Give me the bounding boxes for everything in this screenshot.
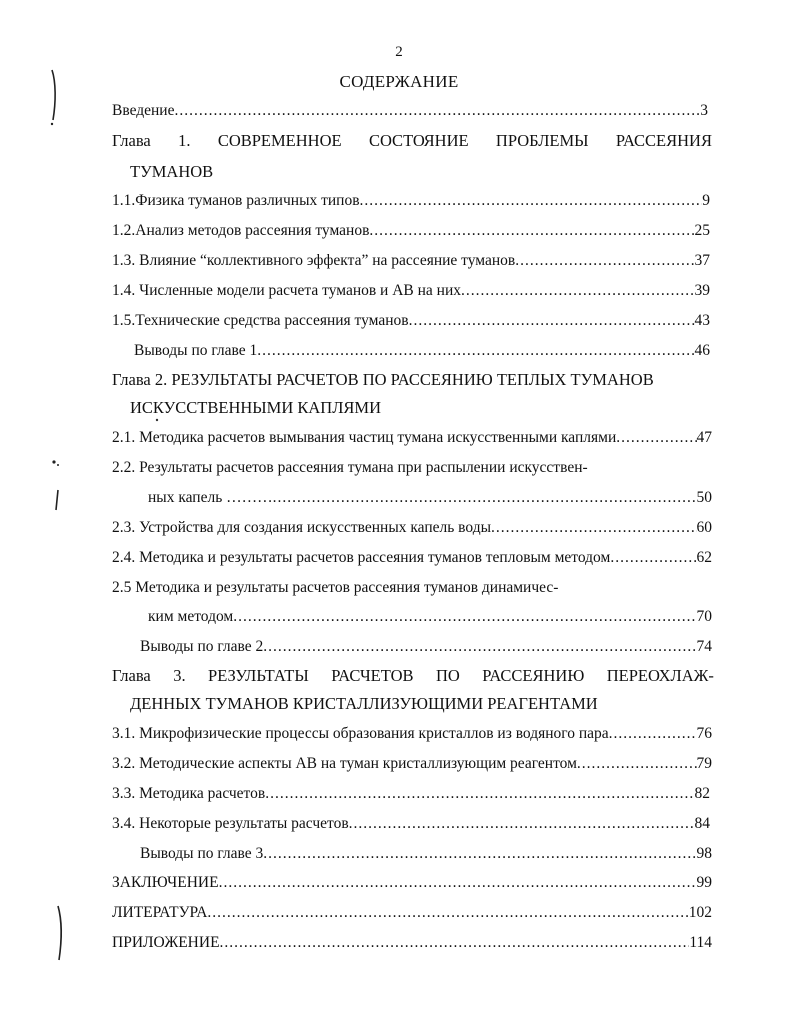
toc-entry-intro [112, 101, 708, 121]
toc-entry-3-3: 3.3. Методика расчетов ..... 82 [112, 784, 710, 804]
chapter-1-heading-cont: ТУМАНОВ [130, 162, 214, 181]
toc-entry-1-1: 1.1.Физика туманов различных типов ..... 9 [112, 191, 710, 211]
leader-dots [174, 101, 700, 121]
page-title: СОДЕРЖАНИЕ [339, 72, 459, 91]
toc-entry-2-1: 2.1. Методика расчетов вымывания частиц тумана искусственными каплями ..... 47 [112, 428, 712, 448]
toc-entry-2-2-cont: ных капель ……… ..... 50 [148, 488, 712, 508]
margin-bracket-mark-bottom [52, 904, 70, 964]
toc-entry-conclusions-3: Выводы по главе 3 ..... 98 [140, 844, 712, 864]
toc-entry-conclusions-1: Выводы по главе 1 ..... 46 [134, 341, 710, 361]
toc-entry-2-5: 2.5 Методика и результаты расчетов рассеяния туманов динамичес- [112, 579, 559, 596]
toc-entry-2-5-cont: ким методом ..... 70 [148, 607, 712, 627]
toc-entry-1-3: 1.3. Влияние “коллективного эффекта” на рассеяние туманов ..... 37 [112, 251, 710, 271]
toc-entry-literature: ЛИТЕРАТУРА ..... 102 [112, 903, 712, 923]
page-number: 2 [395, 44, 403, 60]
toc-entry-text: Введение [112, 102, 175, 119]
toc-entry-page: 3 [700, 102, 708, 119]
toc-entry-3-1: 3.1. Микрофизические процессы образования кристаллов из водяного пара ..... 76 [112, 724, 712, 744]
toc-entry-conclusions-2: Выводы по главе 2 ..... 74 [140, 637, 712, 657]
chapter-3-heading-cont: ДЕННЫХ ТУМАНОВ КРИСТАЛЛИЗУЮЩИМИ РЕАГЕНТАМИ [130, 694, 598, 713]
scan-dot-mark [154, 417, 160, 423]
toc-entry-1-2: 1.2.Анализ методов рассеяния туманов ..... 25 [112, 221, 710, 241]
chapter-1-heading: Глава 1. СОВРЕМЕННОЕ СОСТОЯНИЕ ПРОБЛЕМЫ РАССЕЯНИЯ [112, 131, 712, 150]
margin-tick-mark [52, 488, 64, 514]
margin-dot-mark [48, 456, 62, 470]
toc-entry-2-3: 2.3. Устройства для создания искусственных капель воды ..... 60 [112, 518, 712, 538]
chapter-3-heading: Глава 3. РЕЗУЛЬТАТЫ РАСЧЕТОВ ПО РАССЕЯНИЮ ПЕРЕОХЛАЖ- [112, 666, 714, 685]
toc-entry-2-2: 2.2. Результаты расчетов рассеяния тумана при распылении искусствен- [112, 459, 588, 476]
toc-entry-1-5: 1.5.Технические средства рассеяния туманов ..... 43 [112, 311, 710, 331]
toc-entry-1-4: 1.4. Численные модели расчета туманов и АВ на них ..... 39 [112, 281, 710, 301]
toc-entry-3-4: 3.4. Некоторые результаты расчетов ..... 84 [112, 814, 710, 834]
toc-entry-2-4: 2.4. Методика и результаты расчетов рассеяния туманов тепловым методом ..... 62 [112, 548, 712, 568]
toc-entry-appendix: ПРИЛОЖЕНИЕ ..... 114 [112, 933, 712, 953]
chapter-2-heading-cont: ИСКУССТВЕННЫМИ КАПЛЯМИ [130, 398, 382, 417]
margin-bracket-mark-top [44, 68, 64, 128]
toc-entry-3-2: 3.2. Методические аспекты АВ на туман кристаллизующим реагентом ..... 79 [112, 754, 712, 774]
toc-entry-conclusion: ЗАКЛЮЧЕНИЕ ..... 99 [112, 873, 712, 893]
chapter-2-heading: Глава 2. РЕЗУЛЬТАТЫ РАСЧЕТОВ ПО РАССЕЯНИЮ ТЕПЛЫХ ТУМАНОВ [112, 370, 654, 389]
